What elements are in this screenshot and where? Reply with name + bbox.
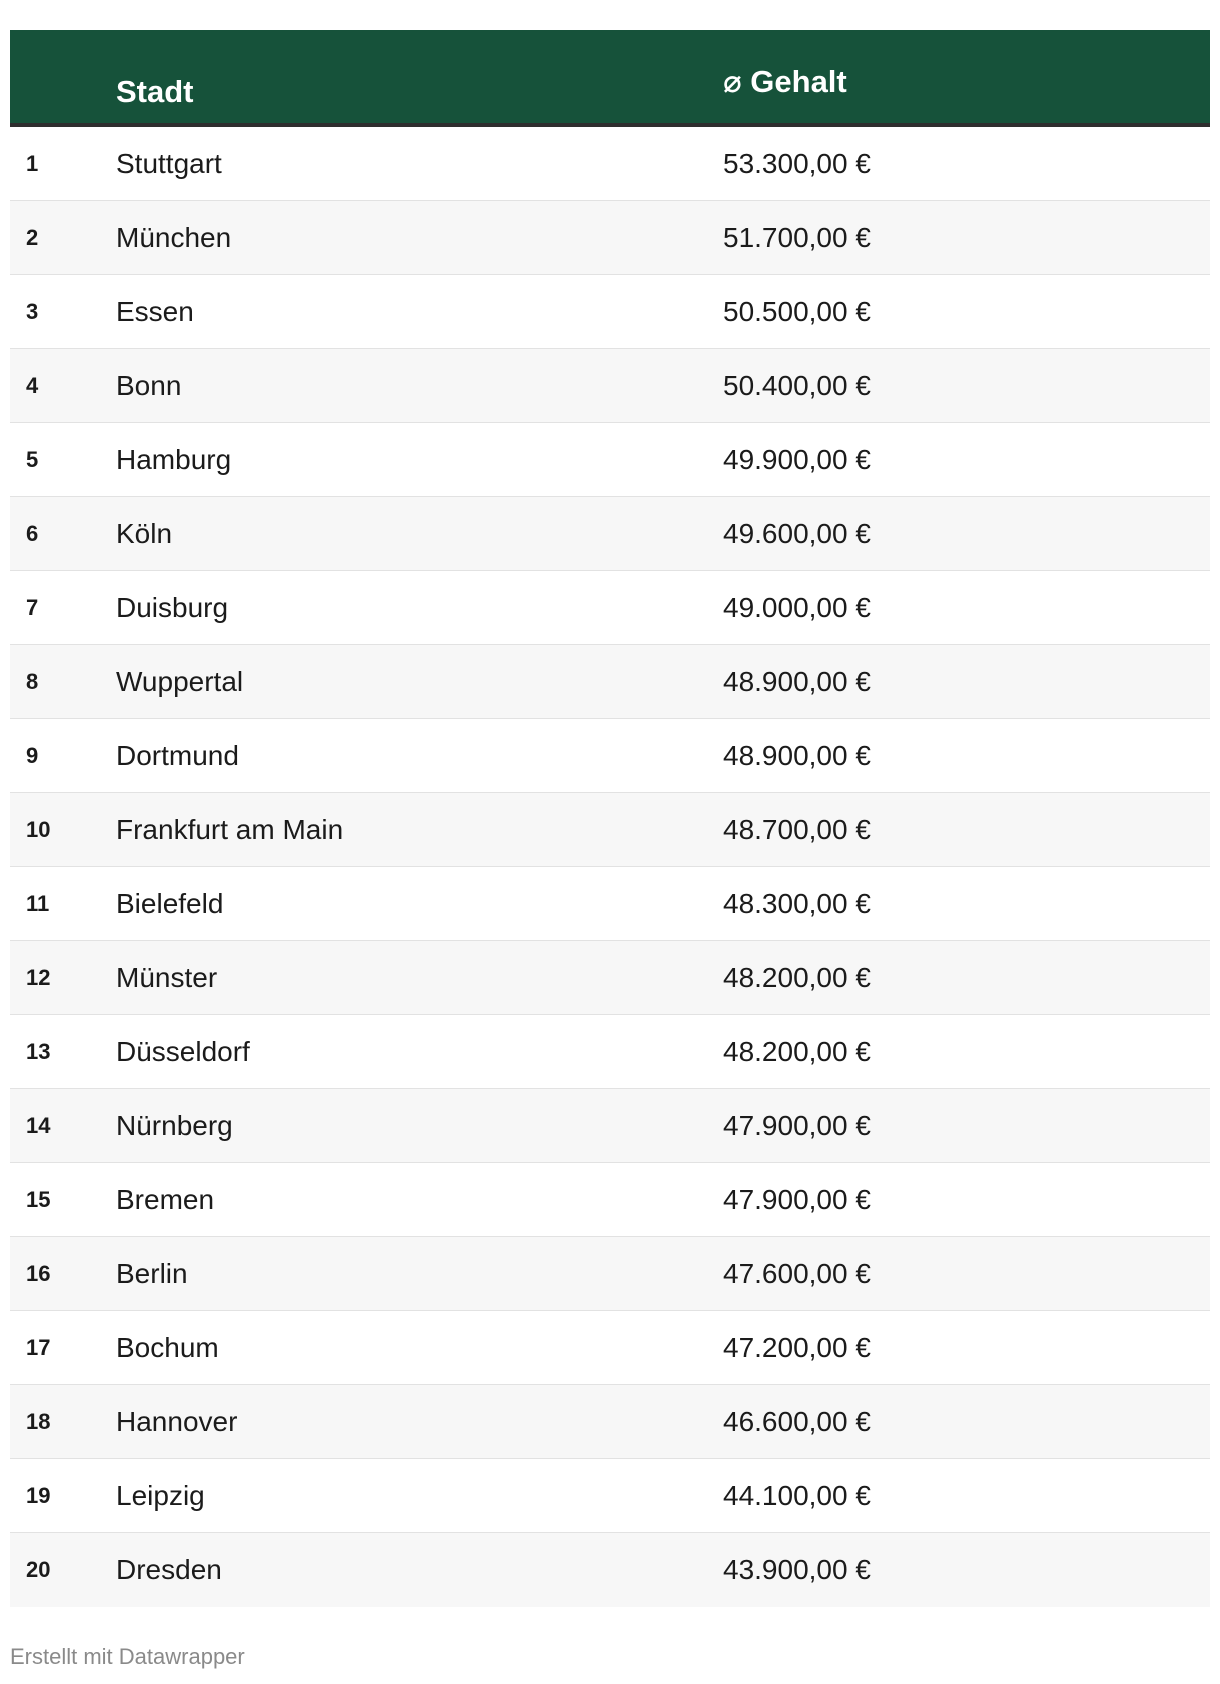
table-row — [10, 571, 1210, 645]
salary-cell: 48.200,00 € — [723, 1035, 871, 1067]
city-cell: Berlin — [116, 1257, 188, 1289]
salary-cell: 48.900,00 € — [723, 739, 871, 771]
city-cell: Duisburg — [116, 591, 229, 623]
rank-cell: 17 — [26, 1334, 51, 1360]
rank-cell: 16 — [26, 1260, 51, 1286]
city-cell: Bochum — [116, 1331, 219, 1363]
table-row — [10, 1311, 1210, 1385]
table-row — [10, 349, 1210, 423]
rank-cell: 2 — [26, 224, 39, 250]
rank-cell: 7 — [26, 594, 39, 620]
salary-cell: 46.600,00 € — [723, 1405, 871, 1437]
rank-cell: 9 — [26, 742, 39, 768]
salary-column-header[interactable]: ⌀ Gehalt — [723, 64, 847, 99]
salary-cell: 49.000,00 € — [723, 591, 871, 623]
city-cell: Düsseldorf — [116, 1035, 250, 1067]
salary-cell: 49.600,00 € — [723, 517, 871, 549]
table-header-row — [10, 30, 1210, 127]
table-row — [10, 497, 1210, 571]
rank-cell: 11 — [26, 890, 50, 916]
salary-cell: 53.300,00 € — [723, 147, 871, 179]
footer-credit: Erstellt mit Datawrapper — [10, 1644, 245, 1669]
table-row — [10, 1533, 1210, 1607]
city-cell: Leipzig — [116, 1479, 205, 1511]
salary-cell: 43.900,00 € — [723, 1554, 871, 1585]
salary-cell: 47.900,00 € — [723, 1183, 871, 1215]
salary-cell: 50.500,00 € — [723, 295, 871, 327]
city-cell: Essen — [116, 295, 194, 327]
salary-cell: 51.700,00 € — [723, 221, 871, 253]
rank-cell: 14 — [26, 1112, 51, 1138]
table-row — [10, 1163, 1210, 1237]
table-row — [10, 275, 1210, 349]
rank-cell: 20 — [26, 1557, 51, 1582]
rank-cell: 10 — [26, 816, 51, 842]
salary-cell: 48.900,00 € — [723, 665, 871, 697]
city-cell: Dresden — [116, 1554, 222, 1585]
table-row — [10, 1385, 1210, 1459]
city-cell: Bremen — [116, 1183, 215, 1215]
city-cell: Dortmund — [116, 739, 239, 771]
salary-table — [10, 30, 1210, 1607]
table-row — [10, 867, 1210, 941]
salary-cell: 47.200,00 € — [723, 1331, 871, 1363]
rank-cell: 1 — [26, 150, 39, 176]
rank-cell: 8 — [26, 668, 39, 694]
salary-cell: 48.300,00 € — [723, 887, 871, 919]
table-row — [10, 423, 1210, 497]
salary-cell: 47.600,00 € — [723, 1257, 871, 1289]
city-cell: Bonn — [116, 369, 182, 401]
table-row — [10, 645, 1210, 719]
salary-cell: 47.900,00 € — [723, 1109, 871, 1141]
city-cell: Köln — [116, 517, 173, 549]
salary-cell: 48.700,00 € — [723, 813, 871, 845]
table-row — [10, 1237, 1210, 1311]
table-row — [10, 1015, 1210, 1089]
table-row — [10, 1459, 1210, 1533]
rank-cell: 12 — [26, 964, 51, 990]
city-cell: Münster — [116, 961, 218, 993]
rank-cell: 19 — [26, 1482, 51, 1508]
rank-cell: 13 — [26, 1038, 51, 1064]
rank-cell: 18 — [26, 1408, 51, 1434]
city-cell: Frankfurt am Main — [116, 813, 344, 845]
city-cell: Bielefeld — [116, 887, 224, 919]
table-row — [10, 719, 1210, 793]
city-cell: Wuppertal — [116, 665, 244, 697]
city-cell: Hamburg — [116, 443, 232, 475]
city-column-header[interactable]: Stadt — [116, 74, 194, 109]
rank-cell: 15 — [26, 1186, 51, 1212]
city-cell: Hannover — [116, 1405, 238, 1437]
table-row — [10, 793, 1210, 867]
table-body — [10, 127, 1210, 1607]
rank-cell: 4 — [26, 372, 39, 398]
salary-cell: 44.100,00 € — [723, 1479, 871, 1511]
table-row — [10, 127, 1210, 201]
rank-cell: 5 — [26, 446, 39, 472]
salary-cell: 49.900,00 € — [723, 443, 871, 475]
city-cell: Nürnberg — [116, 1109, 233, 1141]
salary-cell: 50.400,00 € — [723, 369, 871, 401]
rank-cell: 3 — [26, 298, 39, 324]
city-cell: München — [116, 221, 232, 253]
rank-cell: 6 — [26, 520, 39, 546]
table-row — [10, 1089, 1210, 1163]
salary-cell: 48.200,00 € — [723, 961, 871, 993]
table-row — [10, 941, 1210, 1015]
city-cell: Stuttgart — [116, 147, 222, 179]
table-row — [10, 201, 1210, 275]
